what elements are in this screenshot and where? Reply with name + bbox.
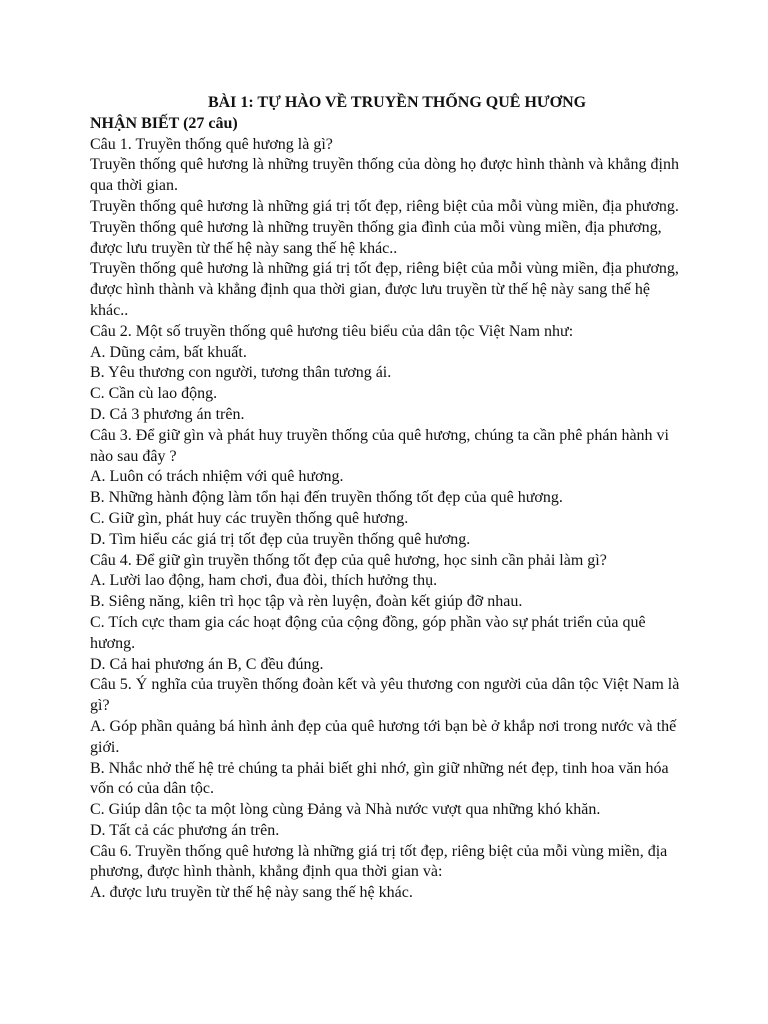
section-heading: NHẬN BIẾT (27 câu)	[90, 114, 238, 132]
question-2: Câu 2. Một số truyền thống quê hương tiêu biểu của dân tộc Việt Nam như:	[90, 322, 574, 340]
question-1: Câu 1. Truyền thống quê hương là gì?	[90, 135, 333, 153]
answer-5-d: D. Tất cả các phương án trên.	[90, 821, 280, 839]
answer-1-a: Truyền thống quê hương là những truyền thống của dòng họ được hình thành và khẳng định qua thời gian.	[90, 156, 679, 195]
answer-3-d: D. Tìm hiểu các giá trị tốt đẹp của truyền thống quê hương.	[90, 530, 471, 548]
document-body	[90, 135, 690, 904]
answer-6-a: A. được lưu truyền từ thế hệ này sang thế hệ khác.	[90, 884, 413, 902]
question-5: Câu 5. Ý nghĩa của truyền thống đoàn kết và yêu thương con người của dân tộc Việt Nam là gì?	[90, 676, 680, 715]
document-page	[90, 93, 690, 904]
answer-2-a: A. Dũng cảm, bất khuất.	[90, 343, 247, 361]
answer-1-c: Truyền thống quê hương là những truyền thống gia đình của mỗi vùng miền, địa phương, được lưu truyền từ thế hệ này sang thế hệ khác..	[90, 218, 662, 257]
question-4: Câu 4. Để giữ gìn truyền thống tốt đẹp của quê hương, học sinh cần phải làm gì?	[90, 551, 607, 569]
answer-3-b: B. Những hành động làm tổn hại đến truyền thống tốt đẹp của quê hương.	[90, 489, 563, 507]
answer-2-d: D. Cả 3 phương án trên.	[90, 405, 245, 423]
answer-2-c: C. Cần cù lao động.	[90, 385, 218, 403]
answer-4-b: B. Siêng năng, kiên trì học tập và rèn luyện, đoàn kết giúp đỡ nhau.	[90, 593, 523, 611]
answer-2-b: B. Yêu thương con người, tương thân tương ái.	[90, 364, 392, 382]
answer-5-c: C. Giúp dân tộc ta một lòng cùng Đảng và Nhà nước vượt qua những khó khăn.	[90, 801, 601, 819]
answer-3-c: C. Giữ gìn, phát huy các truyền thống quê hương.	[90, 509, 409, 527]
answer-4-c: C. Tích cực tham gia các hoạt động của cộng đồng, góp phần vào sự phát triển của quê hương.	[90, 613, 646, 652]
answer-1-b: Truyền thống quê hương là những giá trị tốt đẹp, riêng biệt của mỗi vùng miền, địa phương.	[90, 197, 679, 215]
answer-3-a: A. Luôn có trách nhiệm với quê hương.	[90, 468, 344, 486]
document-title: BÀI 1: TỰ HÀO VỀ TRUYỀN THỐNG QUÊ HƯƠNG	[207, 94, 587, 111]
answer-5-b: B. Nhắc nhở thế hệ trẻ chúng ta phải biết ghi nhớ, gìn giữ những nét đẹp, tinh hoa văn hóa vốn có của dân tộc.	[90, 759, 669, 798]
answer-4-d: D. Cả hai phương án B, C đều đúng.	[90, 655, 324, 673]
question-6: Câu 6. Truyền thống quê hương là những giá trị tốt đẹp, riêng biệt của mỗi vùng miền, địa phương, được hình thành, khẳng định qua thời gian và:	[90, 842, 668, 881]
answer-5-a: A. Góp phần quảng bá hình ảnh đẹp của quê hương tới bạn bè ở khắp nơi trong nước và thế giới.	[90, 717, 677, 756]
answer-1-d: Truyền thống quê hương là những giá trị tốt đẹp, riêng biệt của mỗi vùng miền, địa phương, được hình thành và khẳng định qua thời gian, được lưu truyền từ thế hệ này sang thế hệ khác..	[90, 260, 679, 319]
question-3: Câu 3. Để giữ gìn và phát huy truyền thống của quê hương, chúng ta cần phê phán hành vi nào sau đây ?	[90, 426, 669, 465]
answer-4-a: A. Lười lao động, ham chơi, đua đòi, thích hưởng thụ.	[90, 572, 438, 590]
